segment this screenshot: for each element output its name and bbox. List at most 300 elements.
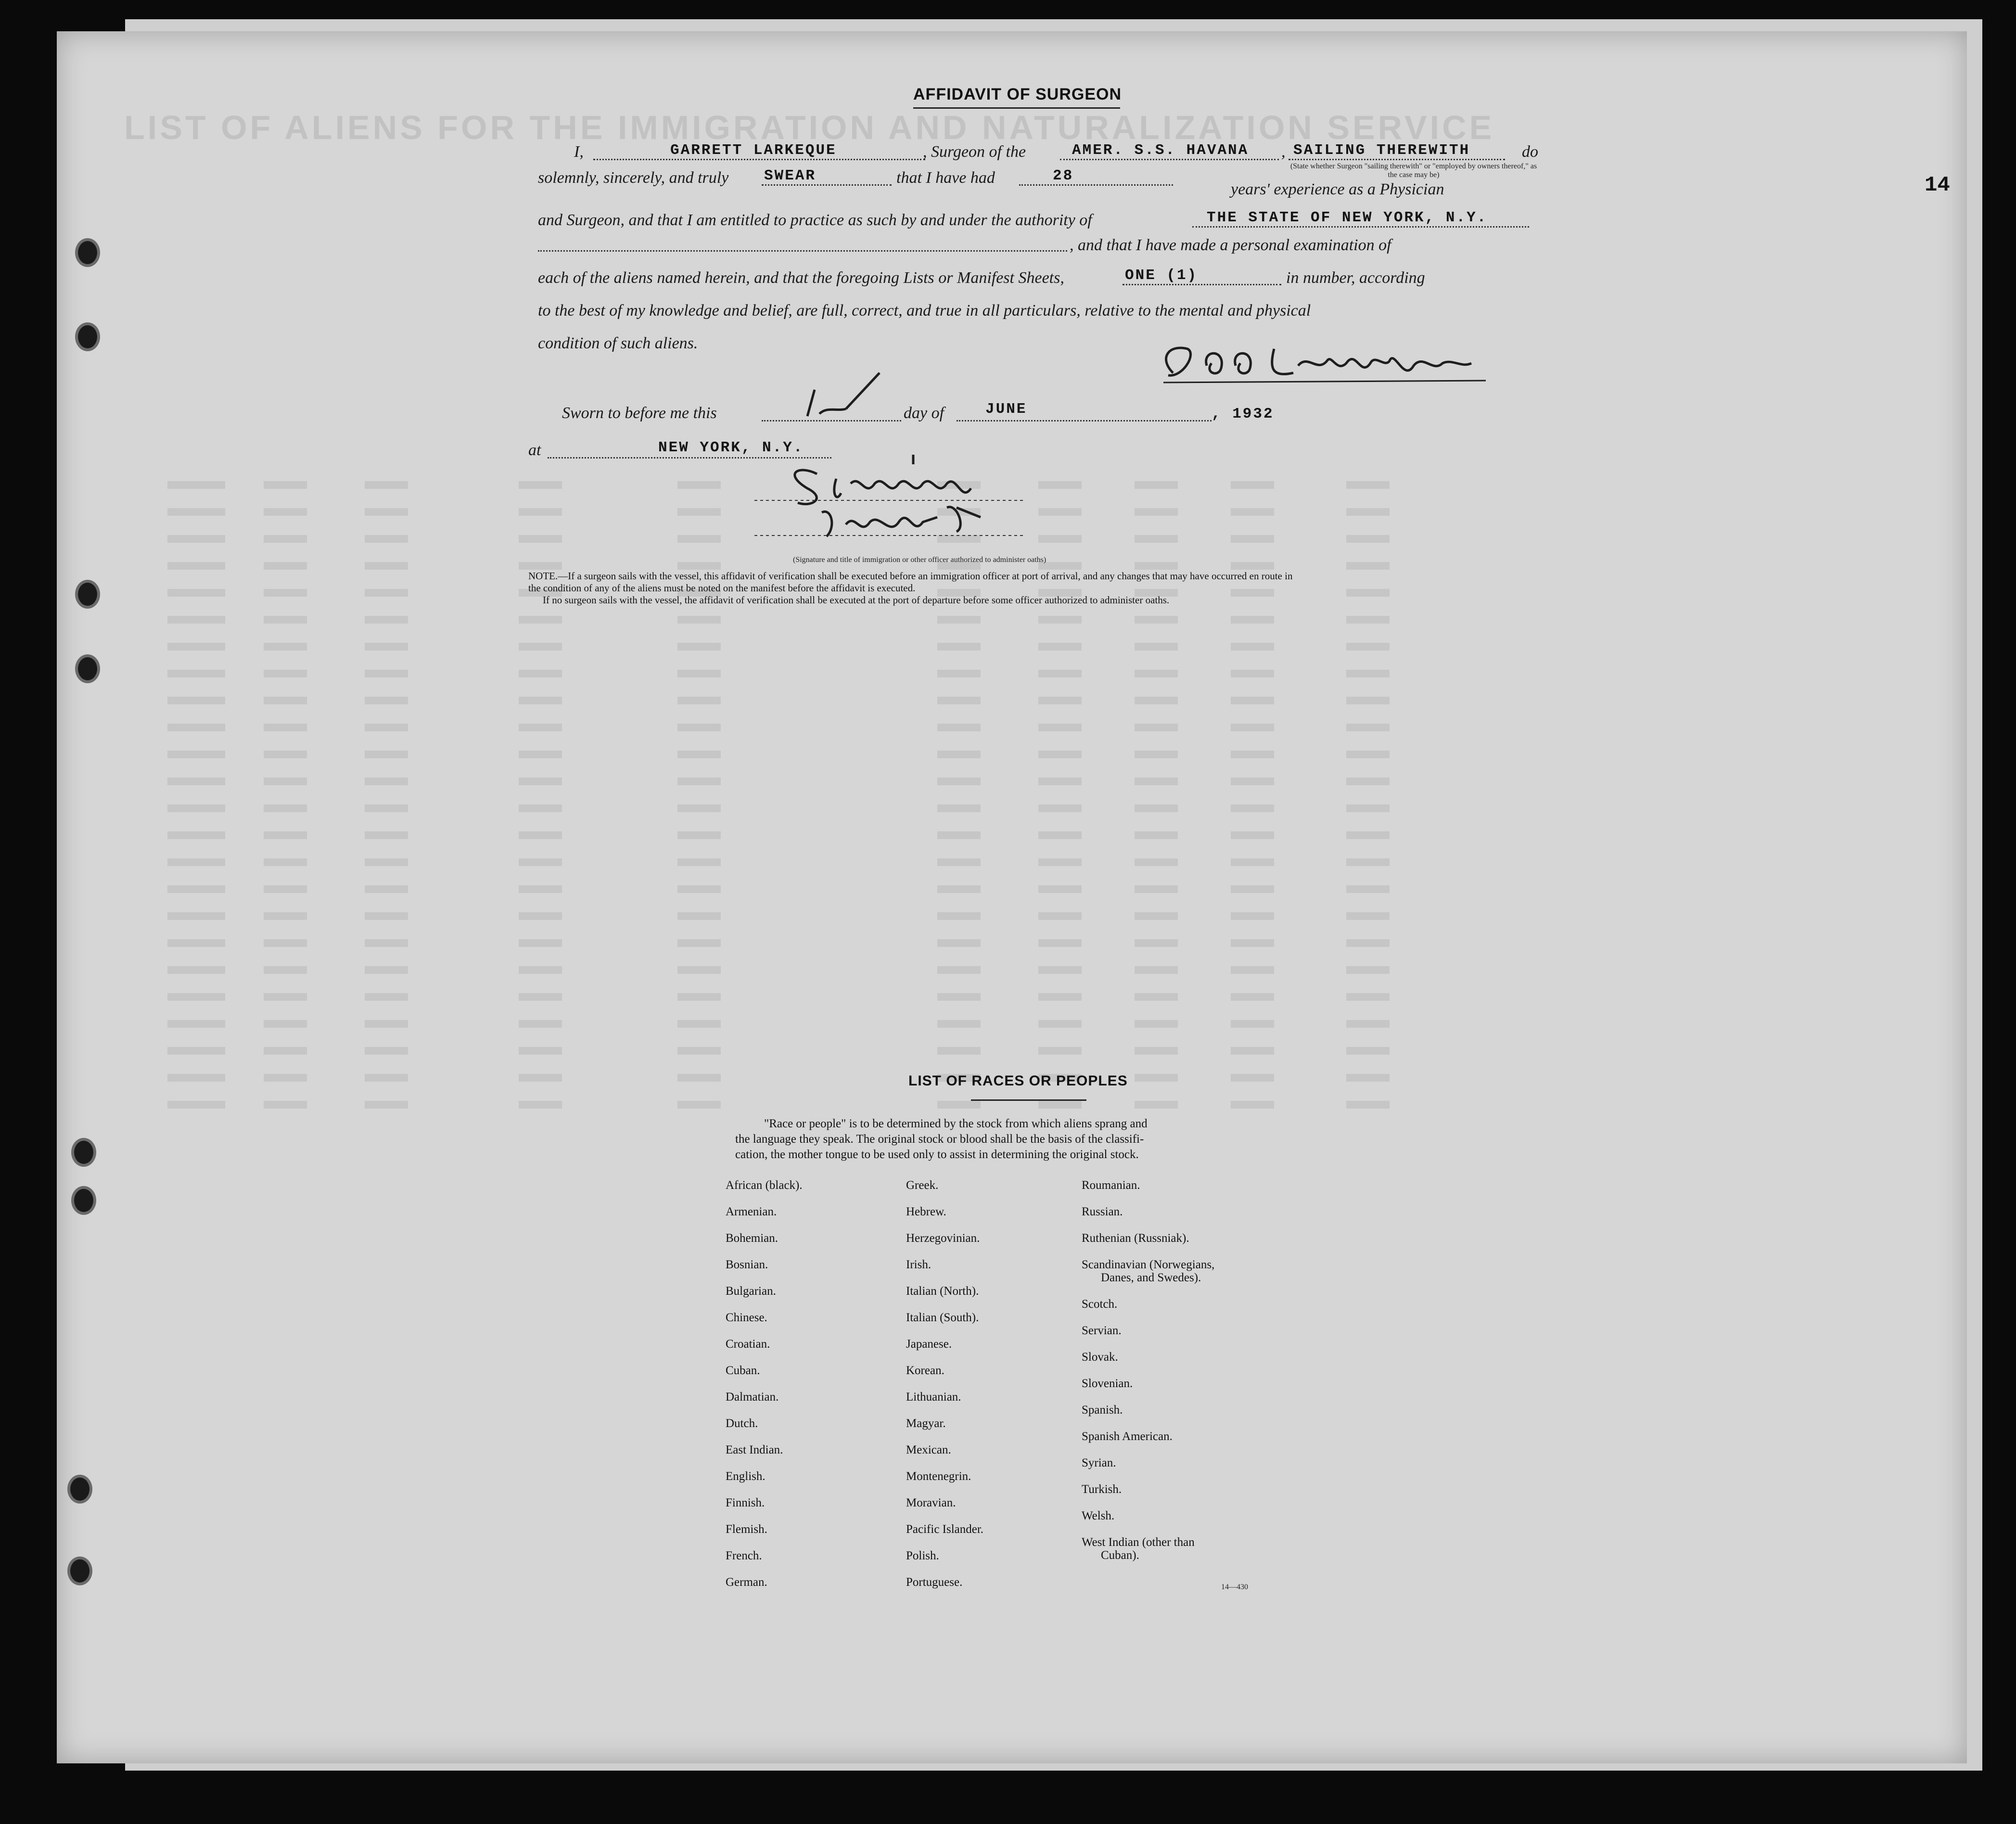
- race-entry: Irish.: [906, 1258, 931, 1271]
- bleed-through-mark: [264, 589, 307, 597]
- blank-line: [1123, 284, 1281, 285]
- bleed-through-mark: [167, 751, 225, 758]
- bleed-through-mark: [365, 562, 408, 570]
- bleed-through-mark: [1346, 993, 1390, 1001]
- bleed-through-mark: [1231, 804, 1274, 812]
- affidavit-text: and Surgeon, and that I am entitled to practice as such by and under the authority of: [538, 211, 1092, 229]
- race-entry: West Indian (other than: [1082, 1536, 1195, 1549]
- bleed-through-mark: [1346, 858, 1390, 866]
- affidavit-title: AFFIDAVIT OF SURGEON: [913, 85, 1122, 103]
- race-entry: Croatian.: [726, 1338, 770, 1351]
- races-intro-1: "Race or people" is to be determined by the stock from which aliens sprang and: [764, 1117, 1148, 1130]
- bleed-through-mark: [1231, 1101, 1274, 1109]
- bleed-through-mark: [264, 1020, 307, 1028]
- bleed-through-mark: [519, 751, 562, 758]
- bleed-through-mark: [1231, 481, 1274, 489]
- affidavit-text: ,: [1281, 143, 1286, 161]
- race-entry: Mexican.: [906, 1443, 951, 1456]
- bleed-through-mark: [1135, 751, 1178, 758]
- punch-hole: [67, 1475, 92, 1504]
- bleed-through-mark: [1038, 670, 1082, 677]
- bleed-through-mark: [519, 535, 562, 543]
- bleed-through-mark: [167, 885, 225, 893]
- bleed-through-mark: [1346, 939, 1390, 947]
- bleed-through-mark: [365, 535, 408, 543]
- bleed-through-mark: [167, 858, 225, 866]
- affidavit-text: day of: [904, 404, 944, 422]
- affidavit-text: in number, according: [1286, 269, 1425, 287]
- bleed-through-mark: [1346, 643, 1390, 651]
- bleed-through-mark: [1231, 912, 1274, 920]
- bleed-through-mark: [1346, 508, 1390, 516]
- bleed-through-mark: [677, 858, 721, 866]
- manifest-page: [57, 31, 1967, 1763]
- bleed-through-mark: [1346, 1020, 1390, 1028]
- bleed-through-mark: [167, 1074, 225, 1082]
- bleed-through-mark: [677, 643, 721, 651]
- bleed-through-mark: [1135, 1047, 1178, 1055]
- bleed-through-mark: [677, 535, 721, 543]
- bleed-through-mark: [519, 778, 562, 785]
- bleed-through-mark: [937, 778, 981, 785]
- race-entry: Dalmatian.: [726, 1390, 779, 1403]
- bleed-through-mark: [1231, 939, 1274, 947]
- bleed-through-mark: [519, 858, 562, 866]
- bleed-through-mark: [167, 697, 225, 704]
- bleed-through-mark: [167, 1020, 225, 1028]
- race-entry: Chinese.: [726, 1311, 767, 1324]
- bleed-through-mark: [1346, 1074, 1390, 1082]
- race-entry: Portuguese.: [906, 1576, 963, 1589]
- bleed-through-mark: [677, 1047, 721, 1055]
- race-entry: Lithuanian.: [906, 1390, 961, 1403]
- bleed-through-mark: [167, 508, 225, 516]
- bleed-through-mark: [519, 1047, 562, 1055]
- affidavit-text: , and that I have made a personal examination of: [1070, 236, 1391, 254]
- race-entry: Cuban.: [726, 1364, 760, 1377]
- bleed-through-mark: [1231, 508, 1274, 516]
- surgeon-status: SAILING THEREWITH: [1293, 142, 1470, 159]
- bleed-through-mark: [1038, 643, 1082, 651]
- bleed-through-mark: [677, 831, 721, 839]
- bleed-through-mark: [937, 724, 981, 731]
- oath-type: SWEAR: [764, 167, 817, 184]
- bleed-through-mark: [264, 993, 307, 1001]
- bleed-through-mark: [519, 481, 562, 489]
- bleed-through-mark: [937, 670, 981, 677]
- bleed-through-mark: [937, 751, 981, 758]
- bleed-through-mark: [937, 643, 981, 651]
- bleed-through-mark: [167, 535, 225, 543]
- bleed-through-mark: [519, 885, 562, 893]
- bleed-through-mark: [264, 670, 307, 677]
- affidavit-text: solemnly, sincerely, and truly: [538, 169, 729, 187]
- bleed-through-mark: [1231, 589, 1274, 597]
- bleed-through-mark: [167, 589, 225, 597]
- bleed-through-mark: [1038, 1101, 1082, 1109]
- bleed-through-mark: [264, 804, 307, 812]
- bleed-through-mark: [1135, 697, 1178, 704]
- bleed-through-mark: [677, 1101, 721, 1109]
- affidavit-text: do: [1522, 143, 1538, 161]
- punch-hole: [67, 1556, 92, 1585]
- bleed-through-mark: [365, 1020, 408, 1028]
- race-entry: Roumanian.: [1082, 1179, 1140, 1192]
- bleed-through-mark: [167, 481, 225, 489]
- bleed-through-mark: [677, 508, 721, 516]
- bleed-through-mark: [365, 1047, 408, 1055]
- bleed-through-mark: [264, 751, 307, 758]
- bleed-through-mark: [167, 670, 225, 677]
- bleed-through-mark: [1346, 589, 1390, 597]
- form-code: 14—430: [1221, 1583, 1248, 1591]
- bleed-through-mark: [1231, 670, 1274, 677]
- race-entry: Spanish American.: [1082, 1430, 1173, 1443]
- bleed-through-mark: [677, 885, 721, 893]
- bleed-through-mark: [1346, 562, 1390, 570]
- bleed-through-mark: [167, 912, 225, 920]
- bleed-through-mark: [1231, 697, 1274, 704]
- affidavit-note-2: the condition of any of the aliens must be noted on the manifest before the affidavit is executed.: [528, 582, 916, 594]
- bleed-through-mark: [1231, 778, 1274, 785]
- bleed-through-mark: [1135, 562, 1178, 570]
- bleed-through-mark: [365, 643, 408, 651]
- sworn-month: JUNE: [985, 401, 1027, 418]
- bleed-through-mark: [264, 885, 307, 893]
- bleed-through-mark: [677, 481, 721, 489]
- affidavit-note-1: NOTE.—If a surgeon sails with the vessel, this affidavit of verification shall be executed before an immigration officer at port of arrival, and any changes that may have occurred en route in: [528, 570, 1293, 582]
- bleed-through-mark: [1346, 1101, 1390, 1109]
- bleed-through-mark: [1038, 939, 1082, 947]
- bleed-through-mark: [519, 966, 562, 974]
- bleed-through-mark: [1346, 751, 1390, 758]
- bleed-through-mark: [1346, 670, 1390, 677]
- affidavit-text: years' experience as a Physician: [1231, 180, 1444, 198]
- bleed-through-mark: [1231, 724, 1274, 731]
- surgeon-status-caption: (State whether Surgeon "sailing therewith" or "employed by owners thereof," as the case may be): [1290, 162, 1537, 179]
- affidavit-text: that I have had: [896, 169, 995, 187]
- bleed-through-mark: [937, 912, 981, 920]
- bleed-through-mark: [264, 1047, 307, 1055]
- bleed-through-mark: [264, 858, 307, 866]
- race-entry: Cuban).: [1101, 1549, 1139, 1562]
- bleed-through-mark: [937, 939, 981, 947]
- race-entry: Montenegrin.: [906, 1470, 971, 1483]
- race-entry: Slovenian.: [1082, 1377, 1133, 1390]
- bleed-through-mark: [1038, 724, 1082, 731]
- bleed-through-mark: [1135, 616, 1178, 624]
- bleed-through-mark: [264, 966, 307, 974]
- race-entry: Moravian.: [906, 1496, 956, 1509]
- bleed-through-mark: [365, 751, 408, 758]
- race-entry: Flemish.: [726, 1523, 767, 1536]
- bleed-through-mark: [1231, 858, 1274, 866]
- bleed-through-mark: [519, 993, 562, 1001]
- day-handwritten: [798, 368, 894, 421]
- bleed-through-mark: [167, 966, 225, 974]
- bleed-through-mark: [1135, 993, 1178, 1001]
- bleed-through-mark: [1231, 831, 1274, 839]
- bleed-through-mark: [1135, 912, 1178, 920]
- bleed-through-mark: [677, 939, 721, 947]
- bleed-through-mark: [1346, 697, 1390, 704]
- bleed-through-mark: [1231, 885, 1274, 893]
- race-entry: Italian (North).: [906, 1285, 979, 1298]
- manifest-sheet-count: ONE (1): [1125, 267, 1198, 284]
- race-entry: Pacific Islander.: [906, 1523, 984, 1536]
- bleed-through-mark: [167, 1101, 225, 1109]
- bleed-through-mark: [1038, 885, 1082, 893]
- licensing-authority: THE STATE OF NEW YORK, N.Y.: [1207, 209, 1488, 226]
- bleed-through-mark: [264, 778, 307, 785]
- bleed-through-mark: [167, 643, 225, 651]
- bleed-through-mark: [937, 858, 981, 866]
- bleed-through-mark: [677, 804, 721, 812]
- surgeon-name: GARRETT LARKEQUE: [670, 142, 837, 159]
- bleed-through-mark: [167, 616, 225, 624]
- bleed-through-mark: [1346, 535, 1390, 543]
- bleed-through-mark: [937, 993, 981, 1001]
- bleed-through-mark: [1135, 966, 1178, 974]
- bleed-through-mark: [1135, 858, 1178, 866]
- sworn-year: , 1932: [1212, 406, 1274, 422]
- bleed-through-mark: [1346, 724, 1390, 731]
- bleed-through-mark: [1135, 1020, 1178, 1028]
- bleed-through-mark: [937, 966, 981, 974]
- bleed-through-mark: [937, 885, 981, 893]
- race-entry: Hebrew.: [906, 1205, 946, 1218]
- bleed-through-mark: [1231, 1020, 1274, 1028]
- bleed-through-mark: [1231, 1074, 1274, 1082]
- bleed-through-mark: [264, 1074, 307, 1082]
- bleed-through-mark: [1346, 885, 1390, 893]
- race-entry: Finnish.: [726, 1496, 765, 1509]
- affidavit-text: I,: [574, 143, 584, 161]
- bleed-through-mark: [365, 939, 408, 947]
- punch-hole: [75, 322, 100, 351]
- race-entry: Scandinavian (Norwegians,: [1082, 1258, 1215, 1271]
- bleed-through-mark: [365, 912, 408, 920]
- bleed-through-mark: [677, 562, 721, 570]
- bleed-through-mark: [937, 1020, 981, 1028]
- bleed-through-mark: [1346, 804, 1390, 812]
- affidavit-text: , Surgeon of the: [923, 143, 1026, 161]
- bleed-through-mark: [365, 1074, 408, 1082]
- bleed-through-mark: [519, 508, 562, 516]
- bleed-through-mark: [365, 831, 408, 839]
- bleed-through-mark: [264, 912, 307, 920]
- bleed-through-mark: [677, 912, 721, 920]
- bleed-through-mark: [365, 481, 408, 489]
- bleed-through-mark: [365, 993, 408, 1001]
- bleed-through-mark: [365, 804, 408, 812]
- affidavit-text: to the best of my knowledge and belief, are full, correct, and true in all particulars, relative to the mental and physical: [538, 302, 1311, 319]
- races-title: LIST OF RACES OR PEOPLES: [908, 1073, 1128, 1089]
- bleed-through-mark: [167, 778, 225, 785]
- race-entry: Syrian.: [1082, 1456, 1116, 1469]
- bleed-through-mark: [519, 939, 562, 947]
- bleed-through-mark: [1231, 966, 1274, 974]
- bleed-through-mark: [1135, 508, 1178, 516]
- bleed-through-mark: [1135, 778, 1178, 785]
- race-entry: Spanish.: [1082, 1403, 1123, 1416]
- bleed-through-mark: [519, 697, 562, 704]
- bleed-through-mark: [937, 804, 981, 812]
- bleed-through-mark: [365, 1101, 408, 1109]
- race-entry: Bulgarian.: [726, 1285, 776, 1298]
- bleed-through-mark: [519, 1101, 562, 1109]
- punch-hole: [75, 580, 100, 609]
- race-entry: Bosnian.: [726, 1258, 768, 1271]
- punch-hole: [71, 1138, 96, 1167]
- bleed-through-mark: [365, 697, 408, 704]
- bleed-through-mark: [519, 724, 562, 731]
- affidavit-text: each of the aliens named herein, and that the foregoing Lists or Manifest Sheets,: [538, 269, 1064, 287]
- bleed-through-mark: [1038, 912, 1082, 920]
- race-entry: Polish.: [906, 1549, 939, 1562]
- bleed-through-mark: [677, 1020, 721, 1028]
- race-entry: Welsh.: [1082, 1509, 1115, 1522]
- race-entry: Ruthenian (Russniak).: [1082, 1232, 1189, 1245]
- bleed-through-mark: [1038, 993, 1082, 1001]
- bleed-through-mark: [677, 697, 721, 704]
- race-entry: Herzegovinian.: [906, 1232, 980, 1245]
- bleed-through-mark: [1346, 1047, 1390, 1055]
- bleed-through-mark: [1038, 778, 1082, 785]
- bleed-through-mark: [519, 670, 562, 677]
- race-entry: Korean.: [906, 1364, 944, 1377]
- bleed-through-mark: [1346, 831, 1390, 839]
- bleed-through-mark: [1038, 1047, 1082, 1055]
- race-entry: German.: [726, 1576, 767, 1589]
- bleed-through-mark: [264, 724, 307, 731]
- bleed-through-mark: [1038, 616, 1082, 624]
- bleed-through-mark: [264, 481, 307, 489]
- bleed-through-mark: [1346, 912, 1390, 920]
- race-entry: Russian.: [1082, 1205, 1123, 1218]
- bleed-through-mark: [264, 939, 307, 947]
- bleed-through-mark: [365, 966, 408, 974]
- bleed-through-mark: [1346, 481, 1390, 489]
- bleed-through-mark: [519, 912, 562, 920]
- affidavit-text: Sworn to before me this: [562, 404, 717, 422]
- punch-hole: [71, 1186, 96, 1215]
- bleed-through-mark: [1038, 697, 1082, 704]
- blank-line: [1289, 159, 1505, 160]
- races-intro-2: the language they speak. The original stock or blood shall be the basis of the classifi-: [735, 1133, 1144, 1146]
- race-entry: Danes, and Swedes).: [1101, 1271, 1201, 1284]
- bleed-through-mark: [677, 724, 721, 731]
- bleed-through-mark: [677, 1074, 721, 1082]
- bleed-through-mark: [677, 966, 721, 974]
- bleed-through-mark: [677, 778, 721, 785]
- officer-caption: (Signature and title of immigration or other officer authorized to administer oaths): [793, 556, 1046, 564]
- bleed-through-mark: [937, 1101, 981, 1109]
- bleed-through-mark: [519, 1020, 562, 1028]
- bleed-through-mark: [677, 993, 721, 1001]
- bleed-through-mark: [1346, 778, 1390, 785]
- blank-line: [957, 420, 1212, 421]
- race-entry: Servian.: [1082, 1324, 1122, 1337]
- bleed-through-mark: [167, 1047, 225, 1055]
- bleed-through-mark: [677, 616, 721, 624]
- affidavit-text: at: [528, 441, 541, 459]
- bleed-through-mark: [519, 616, 562, 624]
- bleed-through-mark: [519, 1074, 562, 1082]
- bleed-through-mark: [264, 1101, 307, 1109]
- bleed-through-mark: [519, 643, 562, 651]
- bleed-through-mark: [1038, 966, 1082, 974]
- race-entry: Slovak.: [1082, 1351, 1118, 1364]
- race-entry: Japanese.: [906, 1338, 952, 1351]
- bleed-through-mark: [365, 616, 408, 624]
- bleed-through-mark: [519, 804, 562, 812]
- races-title-rule: [971, 1099, 1086, 1101]
- bleed-through-mark: [365, 778, 408, 785]
- race-entry: Turkish.: [1082, 1483, 1122, 1496]
- bleed-through-mark: [1038, 831, 1082, 839]
- bleed-through-mark: [1135, 670, 1178, 677]
- bleed-through-mark: [167, 831, 225, 839]
- bleed-through-mark: [365, 670, 408, 677]
- officer-signature: [754, 455, 1062, 546]
- bleed-through-mark: [1038, 751, 1082, 758]
- bleed-through-mark: [1231, 616, 1274, 624]
- bleed-through-mark: [1231, 643, 1274, 651]
- blank-line: [762, 184, 892, 186]
- bleed-through-mark: [1231, 562, 1274, 570]
- bleed-through-mark: [1135, 535, 1178, 543]
- bleed-through-mark: [1038, 1020, 1082, 1028]
- bleed-through-mark: [1231, 993, 1274, 1001]
- page-number: 14: [1925, 173, 1950, 197]
- blank-line: [1019, 184, 1173, 186]
- bleed-through-mark: [1231, 1047, 1274, 1055]
- bleed-through-mark: [365, 885, 408, 893]
- races-intro-3: cation, the mother tongue to be used only to assist in determining the original stock.: [735, 1148, 1139, 1161]
- bleed-through-mark: [264, 697, 307, 704]
- bleed-through-mark: [937, 697, 981, 704]
- bleed-through-mark: [1135, 939, 1178, 947]
- affidavit-note-3: If no surgeon sails with the vessel, the affidavit of verification shall be executed at the port of departure before some officer authorized to administer oaths.: [543, 594, 1170, 606]
- bleed-through-mark: [1135, 724, 1178, 731]
- race-entry: Italian (South).: [906, 1311, 979, 1324]
- race-entry: Bohemian.: [726, 1232, 778, 1245]
- sworn-place: NEW YORK, N.Y.: [658, 439, 804, 456]
- bleed-through-mark: [167, 993, 225, 1001]
- bleed-through-mark: [1038, 804, 1082, 812]
- bleed-through-mark: [365, 508, 408, 516]
- bleed-through-mark: [1346, 616, 1390, 624]
- bleed-through-header: LIST OF ALIENS FOR THE IMMIGRATION AND NATURALIZATION SERVICE: [124, 109, 1495, 146]
- punch-hole: [75, 238, 100, 267]
- punch-hole: [75, 654, 100, 683]
- bleed-through-mark: [264, 616, 307, 624]
- bleed-through-mark: [1135, 481, 1178, 489]
- bleed-through-mark: [937, 616, 981, 624]
- affidavit-text: condition of such aliens.: [538, 334, 698, 352]
- blank-line: [593, 159, 925, 160]
- race-entry: East Indian.: [726, 1443, 783, 1456]
- bleed-through-mark: [1135, 643, 1178, 651]
- blank-line: [538, 250, 1067, 252]
- bleed-through-mark: [937, 831, 981, 839]
- bleed-through-mark: [264, 535, 307, 543]
- bleed-through-mark: [1231, 535, 1274, 543]
- bleed-through-mark: [1135, 1101, 1178, 1109]
- vessel-name: AMER. S.S. HAVANA: [1072, 142, 1249, 159]
- bleed-through-mark: [1135, 831, 1178, 839]
